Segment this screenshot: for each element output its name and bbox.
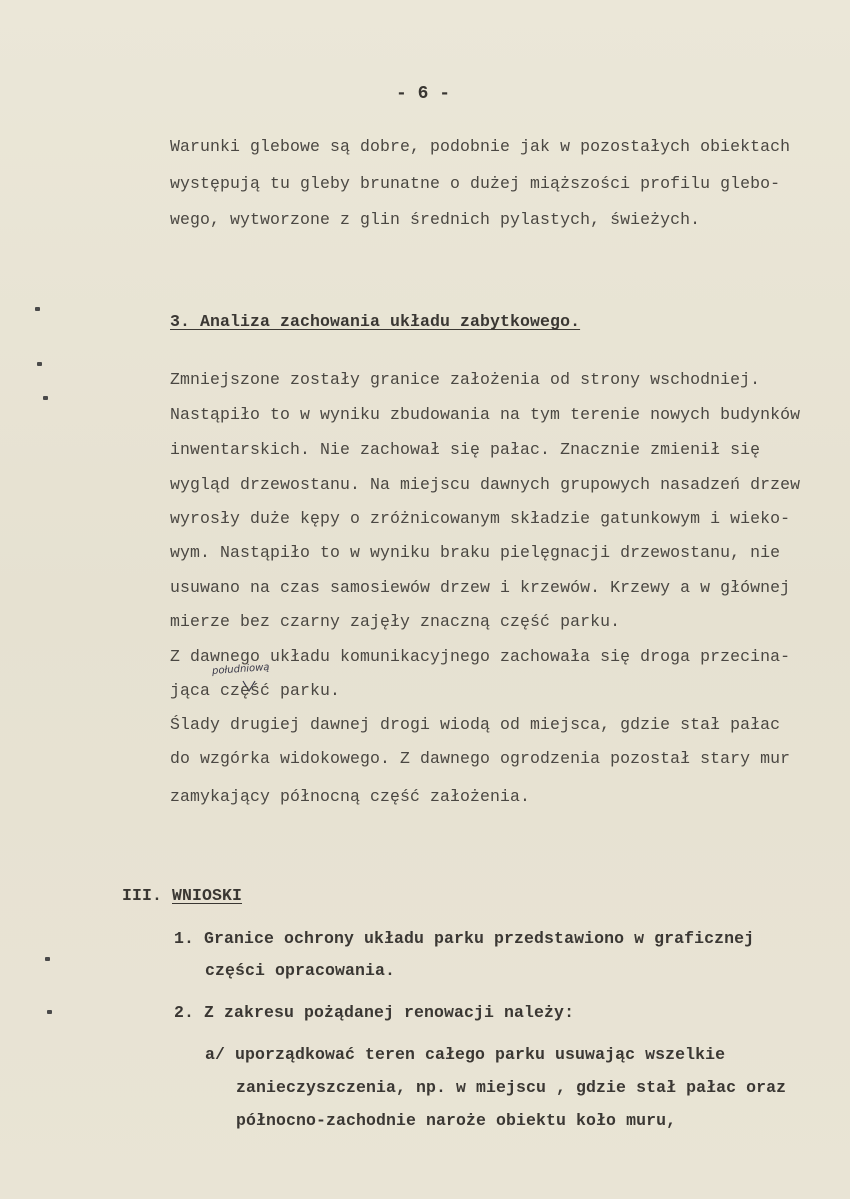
s3-line-6: wym. Nastąpiło to w wyniku braku pielęgnacji drzewostanu, nie	[170, 543, 781, 562]
handwritten-insert: południową	[211, 662, 270, 677]
s3-line-10: jąca część parku.	[170, 681, 341, 700]
s3-line-13: zamykający północną część założenia.	[170, 787, 531, 806]
section-iii-numeral: III.	[122, 886, 163, 905]
section-3-heading	[170, 312, 580, 331]
s3-line-11: Ślady drugiej dawnej drogi wiodą od miejsca, gdzie stał pałac	[170, 715, 781, 734]
margin-mark	[45, 957, 50, 961]
margin-mark	[47, 1010, 52, 1014]
soil-line-2: występują tu gleby brunatne o dużej miąższości profilu glebo-	[170, 174, 781, 193]
item-2a-line-1: a/ uporządkować teren całego parku usuwając wszelkie	[205, 1045, 726, 1064]
soil-line-3: wego, wytworzone z glin średnich pylastych, świeżych.	[170, 210, 701, 229]
soil-line-1: Warunki glebowe są dobre, podobnie jak w pozostałych obiektach	[170, 137, 791, 156]
s3-line-4: wygląd drzewostanu. Na miejscu dawnych grupowych nasadzeń drzew	[170, 475, 801, 494]
item-1-line-2: części opracowania.	[205, 961, 396, 980]
item-2a-line-3: północno-zachodnie naroże obiektu koło muru,	[236, 1111, 677, 1130]
s3-line-3: inwentarskich. Nie zachował się pałac. Znacznie zmienił się	[170, 440, 761, 459]
s3-line-1: Zmniejszone zostały granice założenia od strony wschodniej.	[170, 370, 761, 389]
s3-line-12: do wzgórka widokowego. Z dawnego ogrodzenia pozostał stary mur	[170, 749, 791, 768]
item-2: 2. Z zakresu pożądanej renowacji należy:	[174, 1003, 575, 1022]
s3-line-7: usuwano na czas samosiewów drzew i krzewów. Krzewy a w głównej	[170, 578, 791, 597]
margin-mark	[43, 396, 48, 400]
item-2a-line-2: zanieczyszczenia, np. w miejscu , gdzie stał pałac oraz	[236, 1078, 787, 1097]
section-3-heading-text: 3. Analiza zachowania układu zabytkowego.	[170, 312, 581, 331]
s3-line-8: mierze bez czarny zajęły znaczną część parku.	[170, 612, 621, 631]
margin-mark	[37, 362, 42, 366]
s3-line-9: Z dawnego układu komunikacyjnego zachowała się droga przecina-	[170, 647, 791, 666]
item-1-line-1: 1. Granice ochrony układu parku przedstawiono w graficznej	[174, 929, 755, 948]
margin-mark	[35, 307, 40, 311]
page-number: - 6 -	[396, 84, 451, 104]
s3-line-5: wyrosły duże kępy o zróżnicowanym składzie gatunkowym i wieko-	[170, 509, 791, 528]
section-iii-heading: WNIOSKI	[172, 886, 243, 905]
s3-line-2: Nastąpiło to w wyniku zbudowania na tym terenie nowych budynków	[170, 405, 801, 424]
